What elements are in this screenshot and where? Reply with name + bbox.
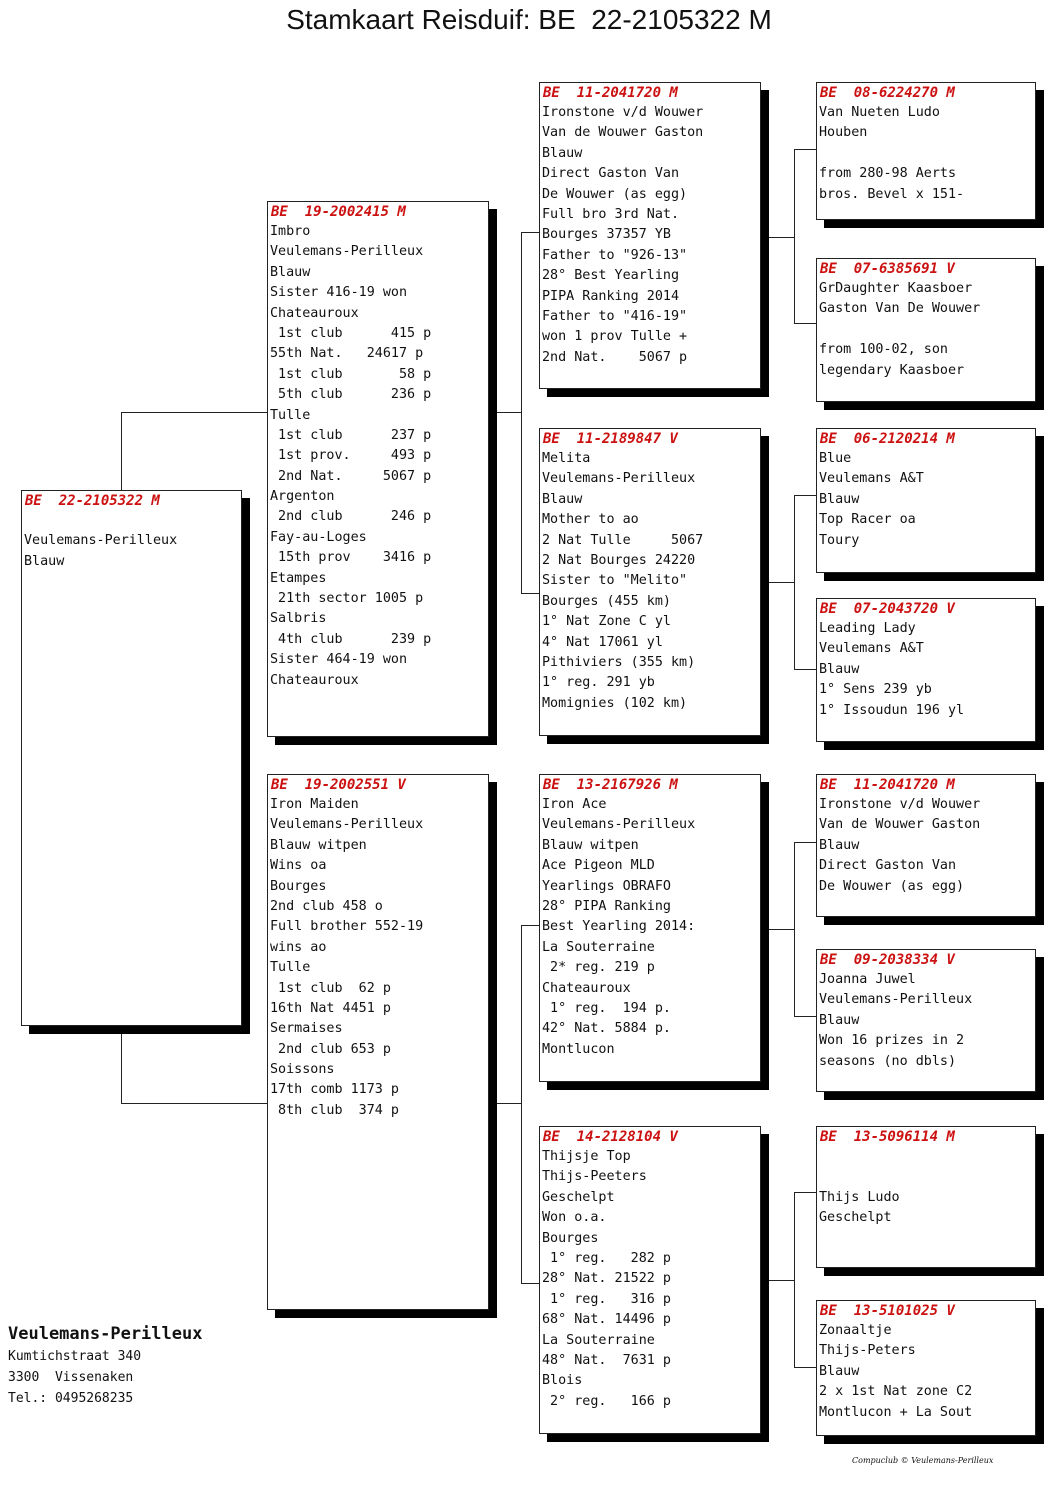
breeder-name: Veulemans-Perilleux [8, 1324, 203, 1344]
card-line: 16th Nat 4451 p [270, 1000, 391, 1016]
card-line: 1° reg. 291 yb [542, 675, 655, 691]
ring-number: BE 22-2105322 M [25, 493, 160, 509]
breeder-city: 3300 Vissenaken [8, 1370, 134, 1385]
card-line: Blauw witpen [270, 837, 367, 853]
card-line: Best Yearling 2014: [542, 919, 696, 935]
card-line: from 100-02, son [819, 342, 948, 358]
card-line: Blauw [24, 553, 65, 569]
card-line: Blauw [819, 491, 860, 507]
card-line: Geschelpt [819, 1210, 892, 1226]
card-line: De Wouwer (as egg) [819, 878, 965, 894]
card-line: Chateauroux [542, 980, 631, 996]
card-line: Momignies (102 km) [542, 695, 688, 711]
card-line: 68° Nat. 14496 p [542, 1312, 671, 1328]
ring-number: BE 11-2189847 V [543, 431, 678, 447]
card-line: 1° reg. 282 p [542, 1250, 671, 1266]
ring-number: BE 13-2167926 M [543, 777, 678, 793]
card-line: 1° Sens 239 yb [819, 682, 932, 698]
card-line: GrDaughter Kaasboer [819, 281, 973, 296]
card-line: Argenton [270, 489, 335, 505]
pedigree-card-sire-sire [539, 82, 761, 389]
card-line: 4th club 239 p [270, 631, 432, 647]
card-line: Sister 464-19 won [270, 652, 408, 668]
card-line: 4° Nat 17061 yl [542, 634, 663, 650]
card-line: Tulle [270, 960, 311, 976]
page-title: Stamkaart Reisduif: BE 22-2105322 M [286, 4, 772, 35]
card-line: 55th Nat. 24617 p [270, 346, 424, 362]
ring-number: BE 13-5096114 M [820, 1129, 955, 1145]
card-line: Bourges 37357 YB [542, 227, 671, 243]
card-lines [817, 279, 1035, 381]
card-line: Montlucon + La Sout [819, 1404, 973, 1420]
pedigree-card-sdd [816, 598, 1036, 742]
card-line: Bourges (455 km) [542, 593, 671, 609]
ring-number: BE 07-6385691 V [820, 261, 955, 277]
card-lines [817, 795, 1035, 897]
card-line: 2° reg. 166 p [542, 1393, 671, 1409]
card-line: Toury [819, 532, 860, 548]
card-line: 1st club 58 p [270, 366, 432, 382]
card-lines [817, 103, 1035, 205]
card-line: Bourges [270, 878, 327, 894]
card-line: 2* reg. 219 p [542, 960, 655, 976]
card-line: Direct Gaston Van [819, 858, 957, 874]
card-line: Gaston Van De Wouwer [819, 301, 981, 317]
card-line: 2 Nat Tulle 5067 [542, 532, 704, 548]
card-line: Yearlings OBRAFO [542, 878, 671, 894]
card-line [819, 144, 1035, 164]
ring-number: BE 08-6224270 M [820, 85, 955, 101]
card-line: Blauw [819, 1363, 860, 1379]
card-lines [268, 222, 488, 691]
card-line: Blauw witpen [542, 837, 639, 853]
ring-number: BE 06-2120214 M [820, 431, 955, 447]
card-line: Van de Wouwer Gaston [542, 125, 704, 141]
card-line: Veulemans A&T [819, 641, 924, 657]
card-line: Fay-au-Loges [270, 529, 367, 545]
card-line: 1° Nat Zone C yl [542, 614, 671, 630]
card-lines [540, 449, 760, 714]
card-line: Veulemans A&T [819, 471, 924, 487]
card-line: 2 Nat Bourges 24220 [542, 552, 696, 568]
card-line: 2nd club 246 p [270, 509, 432, 525]
pedigree-card-dam-dam [539, 1126, 761, 1434]
card-line: Ironstone v/d Wouwer [542, 105, 704, 120]
card-line: Father to "926-13" [542, 247, 688, 263]
card-lines [817, 970, 1035, 1072]
card-lines [540, 795, 760, 1060]
card-line: Sister 416-19 won [270, 285, 408, 301]
card-line: Houben [819, 125, 868, 141]
card-line: Blois [542, 1373, 583, 1389]
card-lines [817, 1147, 1035, 1229]
card-line: Veulemans-Perilleux [24, 533, 178, 549]
card-line: PIPA Ranking 2014 [542, 288, 680, 304]
card-line: 1st club 415 p [270, 325, 432, 341]
card-line: Blauw [270, 264, 311, 280]
ring-number: BE 09-2038334 V [820, 952, 955, 968]
card-line: wins ao [270, 939, 327, 955]
card-line: Iron Maiden [270, 797, 359, 812]
breeder-info [8, 1322, 202, 1409]
card-line: Leading Lady [819, 621, 916, 636]
card-line: Van de Wouwer Gaston [819, 817, 981, 833]
card-lines [817, 449, 1035, 551]
ring-number: BE 11-2041720 M [543, 85, 678, 101]
card-line: Father to "416-19" [542, 308, 688, 324]
card-line: Wins oa [270, 858, 327, 874]
card-line: Etampes [270, 570, 327, 586]
card-line: La Souterraine [542, 1332, 655, 1348]
ring-number: BE 19-2002551 V [271, 777, 406, 793]
card-line: Joanna Juwel [819, 972, 916, 987]
card-lines [268, 795, 488, 1121]
card-line: 1st club 62 p [270, 980, 391, 996]
card-line: 2nd club 653 p [270, 1041, 391, 1057]
card-line: 2 x 1st Nat zone C2 [819, 1384, 973, 1400]
breeder-phone: Tel.: 0495268235 [8, 1391, 134, 1406]
card-line: Blauw [819, 837, 860, 853]
card-line: 17th comb 1173 p [270, 1082, 399, 1098]
card-line: 2nd club 458 o [270, 898, 383, 914]
card-line: from 280-98 Aerts [819, 166, 957, 182]
card-line: bros. Bevel x 151- [819, 186, 965, 202]
card-line: 8th club 374 p [270, 1102, 399, 1118]
card-line [819, 320, 1035, 340]
card-line: 1° reg. 316 p [542, 1291, 671, 1307]
card-line: 1° reg. 194 p. [542, 1000, 671, 1016]
card-line: seasons (no dbls) [819, 1053, 957, 1069]
card-line: Sermaises [270, 1021, 343, 1037]
card-line: Bourges [542, 1230, 599, 1246]
card-line: Direct Gaston Van [542, 166, 680, 182]
card-line: Blauw [542, 145, 583, 161]
card-line: Full brother 552-19 [270, 919, 424, 935]
card-line: 1st club 237 p [270, 427, 432, 443]
card-line: Ironstone v/d Wouwer [819, 797, 981, 812]
card-lines [817, 1321, 1035, 1423]
card-line: 2nd Nat. 5067 p [270, 468, 432, 484]
breeder-street: Kumtichstraat 340 [8, 1349, 142, 1364]
card-line: 48° Nat. 7631 p [542, 1352, 671, 1368]
card-lines [22, 511, 241, 572]
card-line: Top Racer oa [819, 512, 916, 528]
card-line: Full bro 3rd Nat. [542, 206, 680, 222]
pedigree-card-dsd [816, 949, 1036, 1092]
card-line: Chateauroux [270, 305, 359, 321]
card-line: 1° Issoudun 196 yl [819, 702, 965, 718]
pedigree-card-dam-sire [539, 774, 761, 1082]
pedigree-card-dam [267, 774, 489, 1310]
card-line: 1st prov. 493 p [270, 448, 432, 464]
card-line: Thijsje Top [542, 1149, 631, 1164]
card-line: Veulemans-Perilleux [270, 244, 424, 260]
pedigree-card-sds [816, 428, 1036, 573]
card-line: 15th prov 3416 p [270, 550, 432, 566]
card-line: Won o.a. [542, 1210, 607, 1226]
ring-number: BE 14-2128104 V [543, 1129, 678, 1145]
card-line: 28° Nat. 21522 p [542, 1271, 671, 1287]
card-line: Ace Pigeon MLD [542, 858, 655, 874]
card-line: Iron Ace [542, 797, 607, 812]
card-lines [540, 103, 760, 368]
ring-number: BE 13-5101025 V [820, 1303, 955, 1319]
pedigree-card-dss [816, 774, 1036, 917]
card-line: Chateauroux [270, 672, 359, 688]
card-line: Veulemans-Perilleux [819, 992, 973, 1008]
card-line: Thijs-Peters [819, 1343, 916, 1359]
card-line: Blue [819, 451, 852, 466]
card-line: 28° PIPA Ranking [542, 898, 671, 914]
card-line: Veulemans-Perilleux [542, 817, 696, 833]
card-line: 28° Best Yearling [542, 268, 680, 284]
card-line: won 1 prov Tulle + [542, 329, 688, 345]
pedigree-card-subject [21, 490, 242, 1026]
card-line: Tulle [270, 407, 311, 423]
card-line [819, 1147, 1035, 1167]
pedigree-card-sire-dam [539, 428, 761, 736]
card-line: Montlucon [542, 1041, 615, 1057]
card-line: Blauw [819, 661, 860, 677]
card-line: Geschelpt [542, 1189, 615, 1205]
card-line: 5th club 236 p [270, 387, 432, 403]
card-line: Blauw [819, 1012, 860, 1028]
card-line: 2nd Nat. 5067 p [542, 349, 688, 365]
card-line: Soissons [270, 1062, 335, 1078]
pedigree-card-sss [816, 82, 1036, 220]
card-lines [817, 619, 1035, 721]
card-line: 21th sector 1005 p [270, 591, 424, 607]
card-line: Mother to ao [542, 512, 639, 528]
pedigree-card-ssd [816, 258, 1036, 402]
card-lines [540, 1147, 760, 1412]
footer-credit: Compuclub © Veulemans-Perilleux [852, 1456, 994, 1465]
card-line: Salbris [270, 611, 327, 627]
card-line: Pithiviers (355 km) [542, 654, 696, 670]
card-line: Won 16 prizes in 2 [819, 1033, 965, 1049]
card-line: Thijs Ludo [819, 1189, 900, 1205]
pedigree-card-sire [267, 201, 489, 737]
card-line: Melita [542, 451, 591, 466]
card-line: Thijs-Peeters [542, 1169, 647, 1185]
pedigree-card-dds [816, 1126, 1036, 1268]
card-line: Imbro [270, 224, 311, 239]
card-line: Veulemans-Perilleux [270, 817, 424, 833]
card-line: legendary Kaasboer [819, 362, 965, 378]
card-line: Van Nueten Ludo [819, 105, 940, 120]
ring-number: BE 11-2041720 M [820, 777, 955, 793]
ring-number: BE 07-2043720 V [820, 601, 955, 617]
card-line: De Wouwer (as egg) [542, 186, 688, 202]
card-line: 42° Nat. 5884 p. [542, 1021, 671, 1037]
card-line [24, 511, 241, 531]
card-line: Sister to "Melito" [542, 573, 688, 589]
card-line: La Souterraine [542, 939, 655, 955]
card-line [819, 1167, 1035, 1187]
card-line: Blauw [542, 491, 583, 507]
card-line: Veulemans-Perilleux [542, 471, 696, 487]
card-line: Zonaaltje [819, 1323, 892, 1338]
ring-number: BE 19-2002415 M [271, 204, 406, 220]
pedigree-card-ddd [816, 1300, 1036, 1436]
